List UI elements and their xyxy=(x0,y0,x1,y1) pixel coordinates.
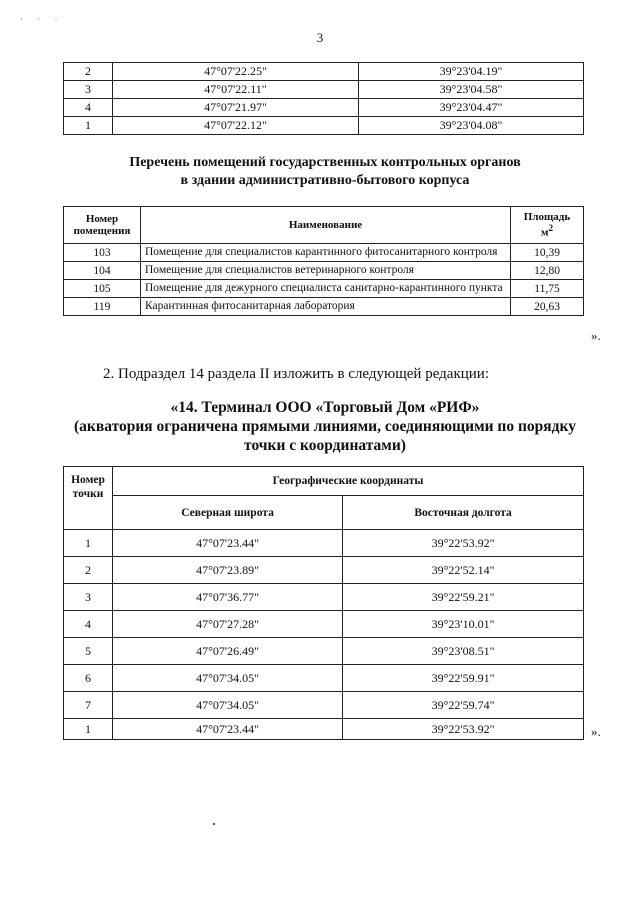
table-row: 4 47°07'21.97" 39°23'04.47" xyxy=(64,99,584,117)
header-longitude: Восточная долгота xyxy=(343,496,584,530)
closing-quote-mark: ». xyxy=(591,724,601,739)
table-row: 1 47°07'22.12" 39°23'04.08" xyxy=(64,117,584,135)
coordinates-table xyxy=(63,466,584,740)
table-row: 2 47°07'23.89" 39°22'52.14" xyxy=(64,557,584,584)
table-row: 3 47°07'36.77" 39°22'59.21" xyxy=(64,584,584,611)
rooms-table xyxy=(63,206,584,316)
coordinates-table-continued xyxy=(63,62,584,135)
table-row: 3 47°07'22.11" 39°23'04.58" xyxy=(64,81,584,99)
table-row: 6 47°07'34.05" 39°22'59.91" xyxy=(64,665,584,692)
page-number: 3 xyxy=(316,30,324,45)
table-row: 1 47°07'23.44" 39°22'53.92" xyxy=(64,719,584,740)
rooms-heading: Перечень помещений государственных контрольных органов в здании административно-бытового корпуса xyxy=(129,155,521,188)
closing-quote-mark: ». xyxy=(591,328,601,343)
header-geo-coordinates: Географические координаты xyxy=(113,467,584,496)
table-row: 104 Помещение для специалистов ветеринарного контроля 12,80 xyxy=(64,262,584,280)
scan-specks: · · · xyxy=(20,14,64,24)
table-row: 5 47°07'26.49" 39°23'08.51" xyxy=(64,638,584,665)
table-row: 2 47°07'22.25" 39°23'04.19" xyxy=(64,63,584,81)
table-row: 4 47°07'27.28" 39°23'10.01" xyxy=(64,611,584,638)
table-header-row xyxy=(64,467,584,496)
header-point-number: Номер точки xyxy=(64,467,113,530)
table-row: 1 47°07'23.44" 39°22'53.92" xyxy=(64,530,584,557)
table-subheader-row xyxy=(64,496,584,530)
scan-speck xyxy=(213,823,215,825)
table-row: 119 Карантинная фитосанитарная лаборатория 20,63 xyxy=(64,298,584,316)
header-room-name: Наименование xyxy=(141,207,511,244)
table-header-row xyxy=(64,207,584,244)
section-heading: «14. Терминал ООО «Торговый Дом «РИФ» (акватория ограничена прямыми линиями, соединяющими по порядку точки с координатами) xyxy=(74,399,576,454)
table-row: 105 Помещение для дежурного специалиста санитарно-карантинного пункта 11,75 xyxy=(64,280,584,298)
table-row: 103 Помещение для специалистов карантинного фитосанитарного контроля 10,39 xyxy=(64,244,584,262)
header-latitude: Северная широта xyxy=(113,496,343,530)
table-row: 7 47°07'34.05" 39°22'59.74" xyxy=(64,692,584,719)
header-room-number: Номер помещения xyxy=(64,207,141,244)
header-room-area: Площадь $м^2$ xyxy=(511,207,584,244)
amendment-paragraph: 2. Подраздел 14 раздела II изложить в следующей редакции: xyxy=(103,366,490,382)
